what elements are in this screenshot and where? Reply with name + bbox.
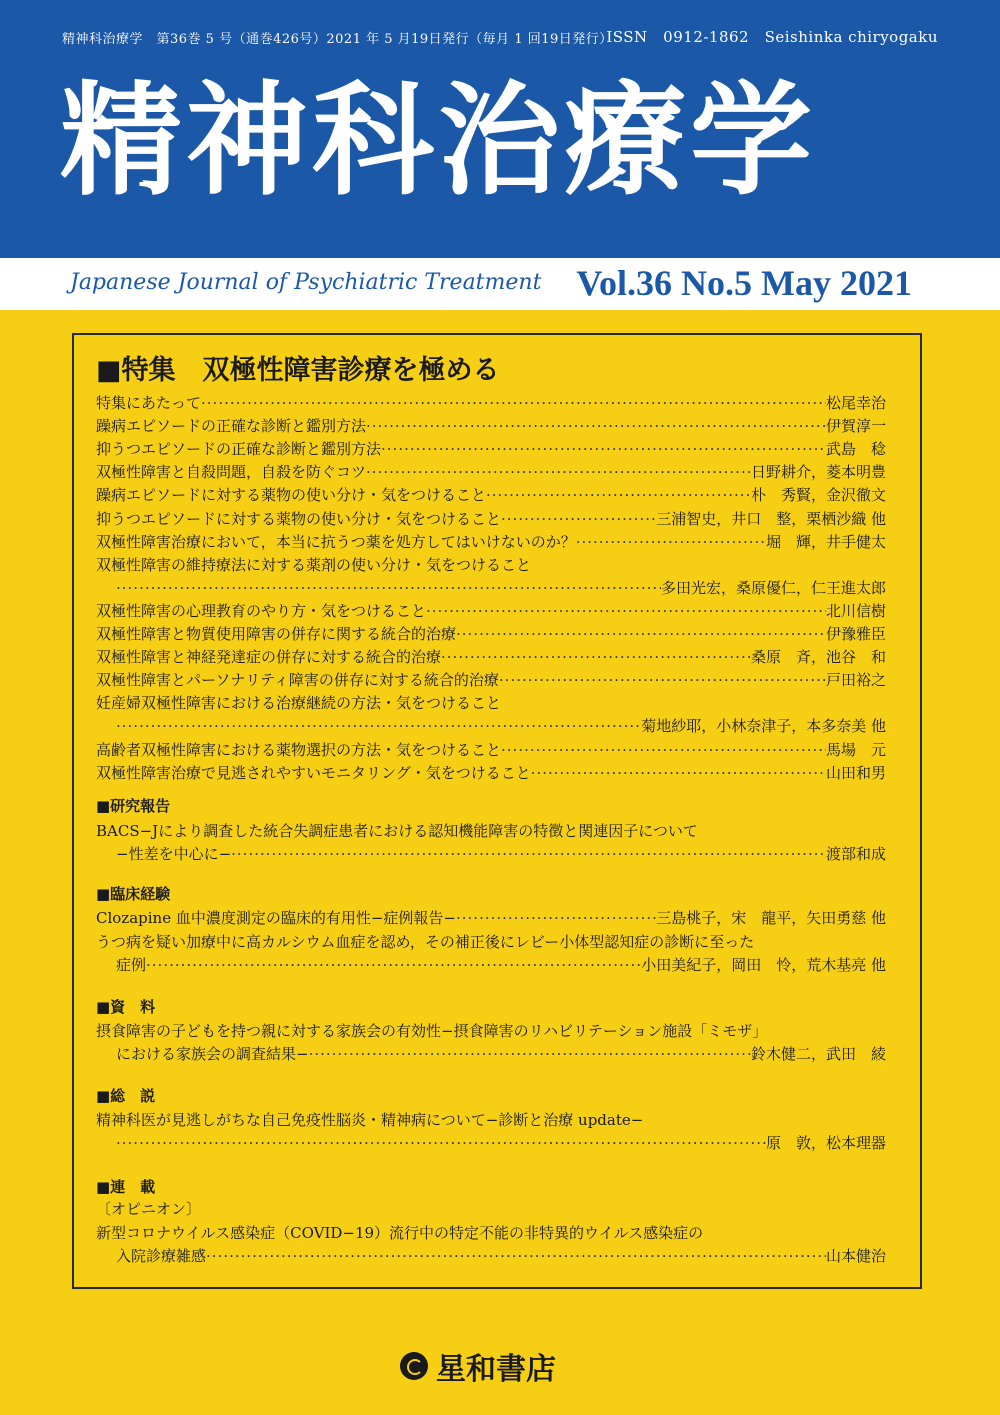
feature-item [96, 415, 886, 437]
review-authors-row: ····· 原 敦，松本理器 [96, 1132, 886, 1154]
research-title-cont: −性差を中心に− ····· 渡部和成 [96, 843, 886, 865]
feature-item-title: 抑うつエピソードに対する薬物の使い分け・気をつけること [96, 509, 502, 528]
series-title: 新型コロナウイルス感染症（COVID−19）流行中の特定不能の非特異的ウイルス感染症の [96, 1224, 704, 1242]
series-title-cont: 入院診療雑感 ····· 山本健治 [96, 1245, 886, 1267]
feature-item-authors: 松尾幸治 [825, 394, 886, 412]
publisher-name: 星和書店 [436, 1352, 556, 1387]
feature-item-authors: 馬場 元 [825, 740, 886, 759]
feature-item [96, 508, 886, 530]
feature-item-authors: 伊豫雅臣 [825, 625, 886, 643]
materials-title-cont: における家族会の調査結果− ····· 鈴木健二，武田 綾 [96, 1043, 886, 1065]
feature-item [96, 669, 886, 691]
feature-item-authors: 桑原 斉，池谷 和 [750, 648, 886, 667]
feature-item [96, 577, 886, 599]
feature-item [96, 600, 886, 622]
clinical-item-2-cont: 症例 ····· 小田美紀子，岡田 怜，荒木基亮 他 [96, 954, 886, 976]
feature-item-title: 双極性障害の維持療法に対する薬剤の使い分け・気をつけること [96, 555, 532, 574]
feature-item-title: 抑うつエピソードの正確な診断と鑑別方法 [96, 440, 382, 459]
feature-item [96, 438, 886, 460]
feature-item [96, 715, 886, 737]
clinical-item-1: Clozapine 血中濃度測定の臨床的有用性−症例報告− ····· 三島桃子，宋 龍平，矢田勇慈 他 [96, 907, 886, 929]
review-heading: ■総 説 [96, 1087, 156, 1105]
feature-item-authors: 堀 輝，井手健太 [765, 532, 886, 551]
feature-item-title: 双極性障害の心理教育のやり方・気をつけること [96, 601, 427, 620]
journal-title: 精神科治療学 [60, 70, 816, 212]
feature-item [96, 692, 886, 714]
feature-item [96, 623, 886, 645]
feature-item [96, 461, 886, 483]
feature-item-authors: 武島 稔 [825, 440, 886, 459]
star-logo-icon [400, 1352, 428, 1380]
feature-item-authors: 多田光宏，桑原優仁，仁王進太郎 [660, 578, 886, 597]
series-subheading: 〔オピニオン〕 [96, 1200, 202, 1218]
feature-item [96, 484, 886, 506]
issn-info: ISSN 0912-1862 Seishinka chiryogaku [606, 28, 938, 46]
research-heading: ■研究報告 [96, 797, 171, 815]
publisher-logo [400, 1344, 556, 1388]
feature-item-authors: 朴 秀賢，金沢徹文 [750, 486, 886, 505]
feature-item-title: 双極性障害と自殺問題，自殺を防ぐコツ [96, 463, 367, 482]
feature-item-title: 双極性障害とパーソナリティ障害の併存に対する統合的治療 [96, 671, 499, 690]
feature-item-title: 双極性障害と物質使用障害の併存に関する統合的治療 [96, 625, 457, 643]
feature-item-authors: 北川信樹 [825, 601, 886, 620]
series-heading: ■連 載 [96, 1178, 156, 1196]
feature-item-authors: 三浦智史，井口 整，栗栖沙織 他 [656, 509, 886, 528]
feature-item-authors: 菊地紗耶，小林奈津子，本多奈美 他 [641, 717, 886, 736]
review-title: 精神科医が見逃しがちな自己免疫性脳炎・精神病について−診断と治療 update− [96, 1111, 644, 1129]
feature-item [96, 554, 886, 576]
clinical-heading: ■臨床経験 [96, 885, 171, 903]
english-title: Japanese Journal of Psychiatric Treatment [70, 270, 542, 295]
feature-item [96, 739, 886, 761]
feature-item [96, 531, 886, 553]
volume-label: Vol.36 No.5 May 2021 [576, 263, 912, 303]
feature-item [96, 762, 886, 784]
feature-item-title: 双極性障害と神経発達症の併存に対する統合的治療 [96, 648, 442, 667]
feature-item-authors: 山田和男 [825, 763, 886, 782]
feature-item-title: 躁病エピソードの正確な診断と鑑別方法 [96, 417, 367, 436]
feature-item-title: 特集にあたって [96, 394, 202, 412]
feature-item [96, 646, 886, 668]
feature-item-title: 双極性障害治療において，本当に抗うつ薬を処方してはいけないのか？ [96, 532, 576, 551]
feature-item-title: 躁病エピソードに対する薬物の使い分け・気をつけること [96, 486, 487, 505]
materials-title: 摂食障害の子どもを持つ親に対する家族会の有効性−摂食障害のリハビリテーション施設「ミモザ」 [96, 1022, 768, 1040]
feature-item-title: 妊産婦双極性障害における治療継続の方法・気をつけること [96, 694, 502, 713]
cover-header [0, 0, 1000, 258]
issue-info: 精神科治療学 第36巻 5 号（通巻426号）2021 年 5 月19日発行（毎月 1 回19日発行） [62, 32, 613, 47]
feature-item [96, 392, 886, 414]
feature-heading: ■特集 双極性障害診療を極める [96, 355, 500, 386]
clinical-item-2: うつ病を疑い加療中に高カルシウム血症を認め，その補正後にレビー小体型認知症の診断に至った [96, 933, 755, 951]
feature-item-authors: 日野耕介，菱本明豊 [750, 463, 886, 482]
research-title: BACS−Jにより調査した統合失調症患者における認知機能障害の特徴と関連因子について [96, 822, 698, 840]
feature-item-title: 高齢者双極性障害における薬物選択の方法・気をつけること [96, 740, 502, 759]
feature-item-authors: 伊賀淳一 [825, 417, 886, 436]
materials-heading: ■資 料 [96, 998, 156, 1016]
feature-item-authors: 戸田裕之 [825, 671, 886, 690]
feature-item-title: 双極性障害治療で見逃されやすいモニタリング・気をつけること [96, 763, 531, 782]
